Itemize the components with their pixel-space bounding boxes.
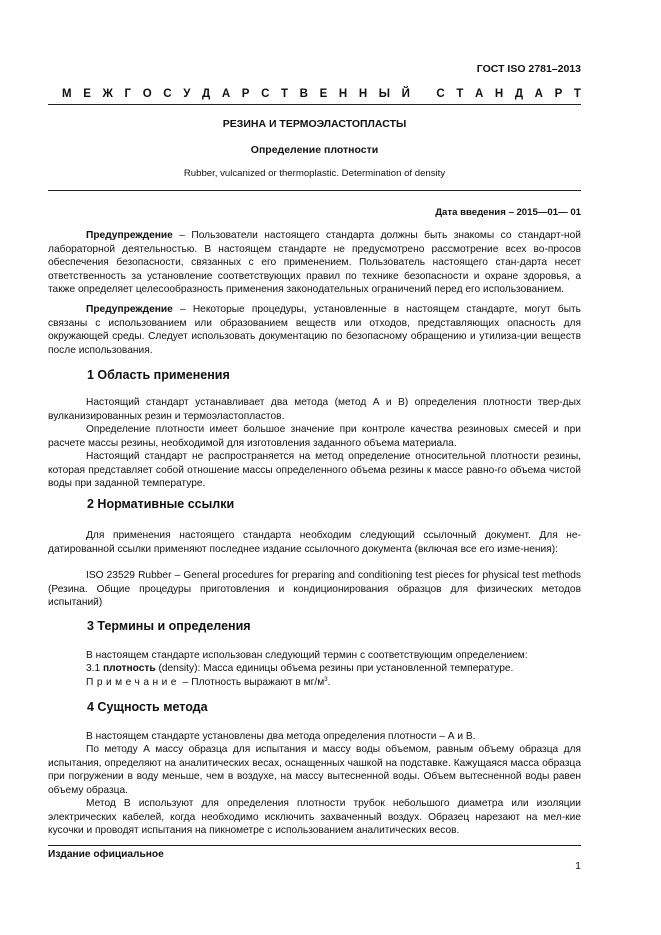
document-title: РЕЗИНА И ТЕРМОЭЛАСТОПЛАСТЫ xyxy=(222,118,407,130)
interstate-letter: Р xyxy=(554,88,563,100)
title-divider xyxy=(48,190,581,191)
warning-paragraph-1 xyxy=(48,229,581,297)
interstate-letter: Т xyxy=(281,88,289,100)
interstate-letter: Н xyxy=(338,88,348,100)
section-4-paragraph: По методу А массу образца для испытания и массу воды объемом, равным объему образца для испытания, определяют на аналитических весах, оснащенных чашкой на подставке. Кажущаяся масса образца при погружении в воду меньше, чем в воздухе, на массу вытесненной воды. Объем вытесненной воды равен объему образца. xyxy=(48,744,581,796)
note-text: – Плотность выражают в мг/м xyxy=(179,677,325,688)
term-name: плотность xyxy=(103,663,156,674)
section-4-paragraph: В настоящем стандарте установлены два метода определения плотности – А и В. xyxy=(86,731,476,742)
section-2-paragraph: Для применения настоящего стандарта необходим следующий ссылочный документ. Для не-датированной ссылки применяют последнее издание ссылочного документа (включая все его изме-нения): xyxy=(48,530,581,555)
section-4-paragraph: Метод В используют для определения плотности трубок небольшого диаметра или изоляции электрических кабелей, когда необходимо исключить захваченный воздух. Образец нарезают на мел-кие кусочки и проводят испытания на пикнометре с использованием аналитических весов. xyxy=(48,798,581,836)
interstate-letter: О xyxy=(142,88,152,100)
page-number: 1 xyxy=(575,860,581,872)
interstate-letter: Т xyxy=(456,88,464,100)
interstate-letter: С xyxy=(261,88,270,100)
interstate-letter: А xyxy=(534,88,543,100)
interstate-letter: Д xyxy=(514,88,524,100)
section-1-paragraph: Определение плотности имеет большое значение при контроле качества резиновых смесей и при расчете массы резины, необходимой для изготовления заданного объема материала. xyxy=(48,424,581,449)
section-2-heading: 2 Нормативные ссылки xyxy=(87,497,235,511)
term-definition-text: (density): Масса единицы объема резины при установленной температуре. xyxy=(155,663,514,674)
interstate-letter: С xyxy=(163,88,172,100)
interstate-letter xyxy=(422,88,425,102)
interstate-letter: А xyxy=(221,88,231,100)
warning-label: Предупреждение xyxy=(86,304,173,315)
introduction-date: Дата введения – 2015—01— 01 xyxy=(435,207,581,218)
interstate-letter: Р xyxy=(241,88,250,100)
interstate-letter: Г xyxy=(124,88,132,100)
interstate-letter: Ы xyxy=(378,88,391,100)
interstate-standard-banner xyxy=(62,88,581,102)
section-2-paragraph: ISO 23529 Rubber – General procedures for preparing and conditioning test pieces for physical test methods (Резина. Общие процедуры приготовления и кондиционирования образцов для физических методов испытаний) xyxy=(48,570,581,608)
standard-code: ГОСТ ISO 2781–2013 xyxy=(476,63,581,75)
interstate-letter: С xyxy=(436,88,445,100)
interstate-letter: М xyxy=(62,88,72,100)
interstate-letter: Н xyxy=(494,88,504,100)
interstate-letter: Н xyxy=(358,88,368,100)
footer-divider xyxy=(48,845,581,846)
section-4-heading: 4 Сущность метода xyxy=(87,700,208,714)
term-note xyxy=(48,676,581,690)
note-end: . xyxy=(327,677,331,688)
warning-label: Предупреждение xyxy=(86,230,173,241)
interstate-letter: Д xyxy=(202,88,211,100)
interstate-letter: В xyxy=(299,88,308,100)
header-divider xyxy=(48,104,581,105)
term-definition xyxy=(48,662,581,676)
official-edition-label: Издание официальное xyxy=(48,849,164,860)
warning-paragraph-2 xyxy=(48,303,581,357)
document-subtitle: Определение плотности xyxy=(250,144,379,156)
section-3-heading: 3 Термины и определения xyxy=(87,619,251,633)
note-superscript: 3 xyxy=(324,677,328,683)
section-1-paragraph: Настоящий стандарт устанавливает два метода (метод А и В) определения плотности твер-дых вулканизированных резин и термоэластопластов. xyxy=(48,397,581,422)
section-1-heading: 1 Область применения xyxy=(87,368,230,382)
interstate-letter: Ж xyxy=(102,88,113,100)
section-3-paragraph: В настоящем стандарте использован следующий термин с соответствующим определением: xyxy=(86,650,528,661)
term-number: 3.1 xyxy=(86,663,103,674)
interstate-letter: А xyxy=(474,88,484,100)
warning-text: – Пользователи настоящего стандарта должны быть знакомы со стандарт-ной лабораторной деятельностью. В настоящем стандарте не предусмотрено рассмотрение всех во-просов обеспечения безопасности, связанных с его применением. Пользователь настоящего стан-дарта несет ответственность за установление соответствующих правил по технике безопасности и охране здоровья, а также определяет целесообразность применения законодательных ограничений перед его использованием. xyxy=(48,230,581,295)
warning-text: – Некоторые процедуры, установленные в настоящем стандарте, могут быть связаны с использованием или образованием веществ или отходов, представляющих опасность для окружающей среды. Следует использовать документацию по безопасному обращению и утилиза-ции веществ после использования. xyxy=(48,304,581,356)
section-1-paragraph: Настоящий стандарт не распространяется на метод определение относительной плотности резины, которая представляет собой отношение массы определенного объема резины к массе равно-го объема чистой воды при заданной температуре. xyxy=(48,451,581,489)
interstate-letter: У xyxy=(183,88,191,100)
interstate-letter: Й xyxy=(401,88,410,100)
interstate-letter: Т xyxy=(573,88,581,100)
interstate-letter: Е xyxy=(319,88,328,100)
note-label: Примечание xyxy=(86,677,180,688)
document-english-title: Rubber, vulcanized or thermoplastic. Determination of density xyxy=(183,168,446,179)
interstate-letter: Е xyxy=(83,88,91,100)
